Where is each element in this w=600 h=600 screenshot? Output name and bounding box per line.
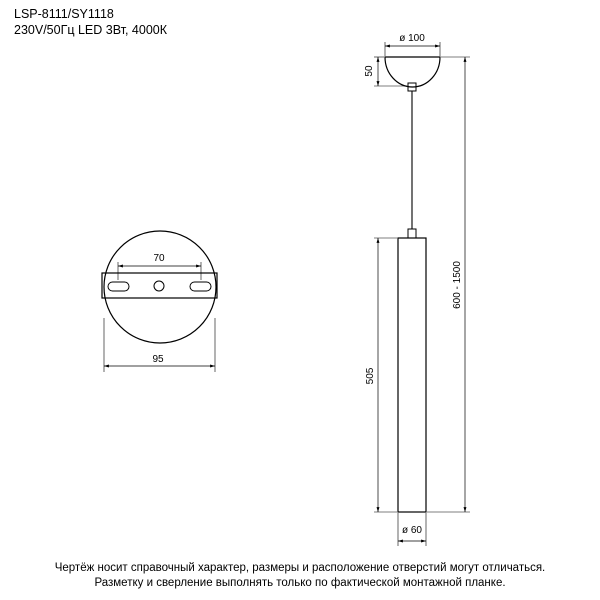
dim-d60-label: ø 60 — [401, 525, 423, 536]
electrical-specs: 230V/50Гц LED 3Вт, 4000К — [14, 23, 168, 37]
body-cable-grip — [408, 229, 416, 238]
center-hole — [154, 281, 164, 291]
model-number: LSP-8111/SY1118 — [14, 7, 114, 21]
canopy-circle — [104, 231, 216, 343]
dim-total-label: 600 - 1500 — [452, 261, 463, 309]
drawing-disclaimer — [0, 561, 600, 591]
dim-d100-label: ø 100 — [399, 33, 425, 44]
dim-505-label: 505 — [365, 367, 376, 385]
dim-50-label: 50 — [364, 65, 375, 77]
disclaimer-line-2: Разметку и сверление выполнять только по фактической монтажной планке. — [94, 577, 506, 589]
right-slot-hole — [190, 282, 211, 291]
mount-top-view — [102, 231, 217, 372]
left-slot-hole — [108, 282, 129, 291]
dim-95-label: 95 — [152, 354, 164, 365]
mounting-plate — [102, 273, 217, 298]
dim-70-label: 70 — [153, 253, 165, 264]
lamp-body — [398, 238, 426, 512]
canopy-dome — [385, 57, 440, 87]
disclaimer-line-1: Чертёж носит справочный характер, размеры и расположение отверстий могут отличаться. — [54, 562, 546, 574]
pendant-side-view — [364, 33, 470, 546]
